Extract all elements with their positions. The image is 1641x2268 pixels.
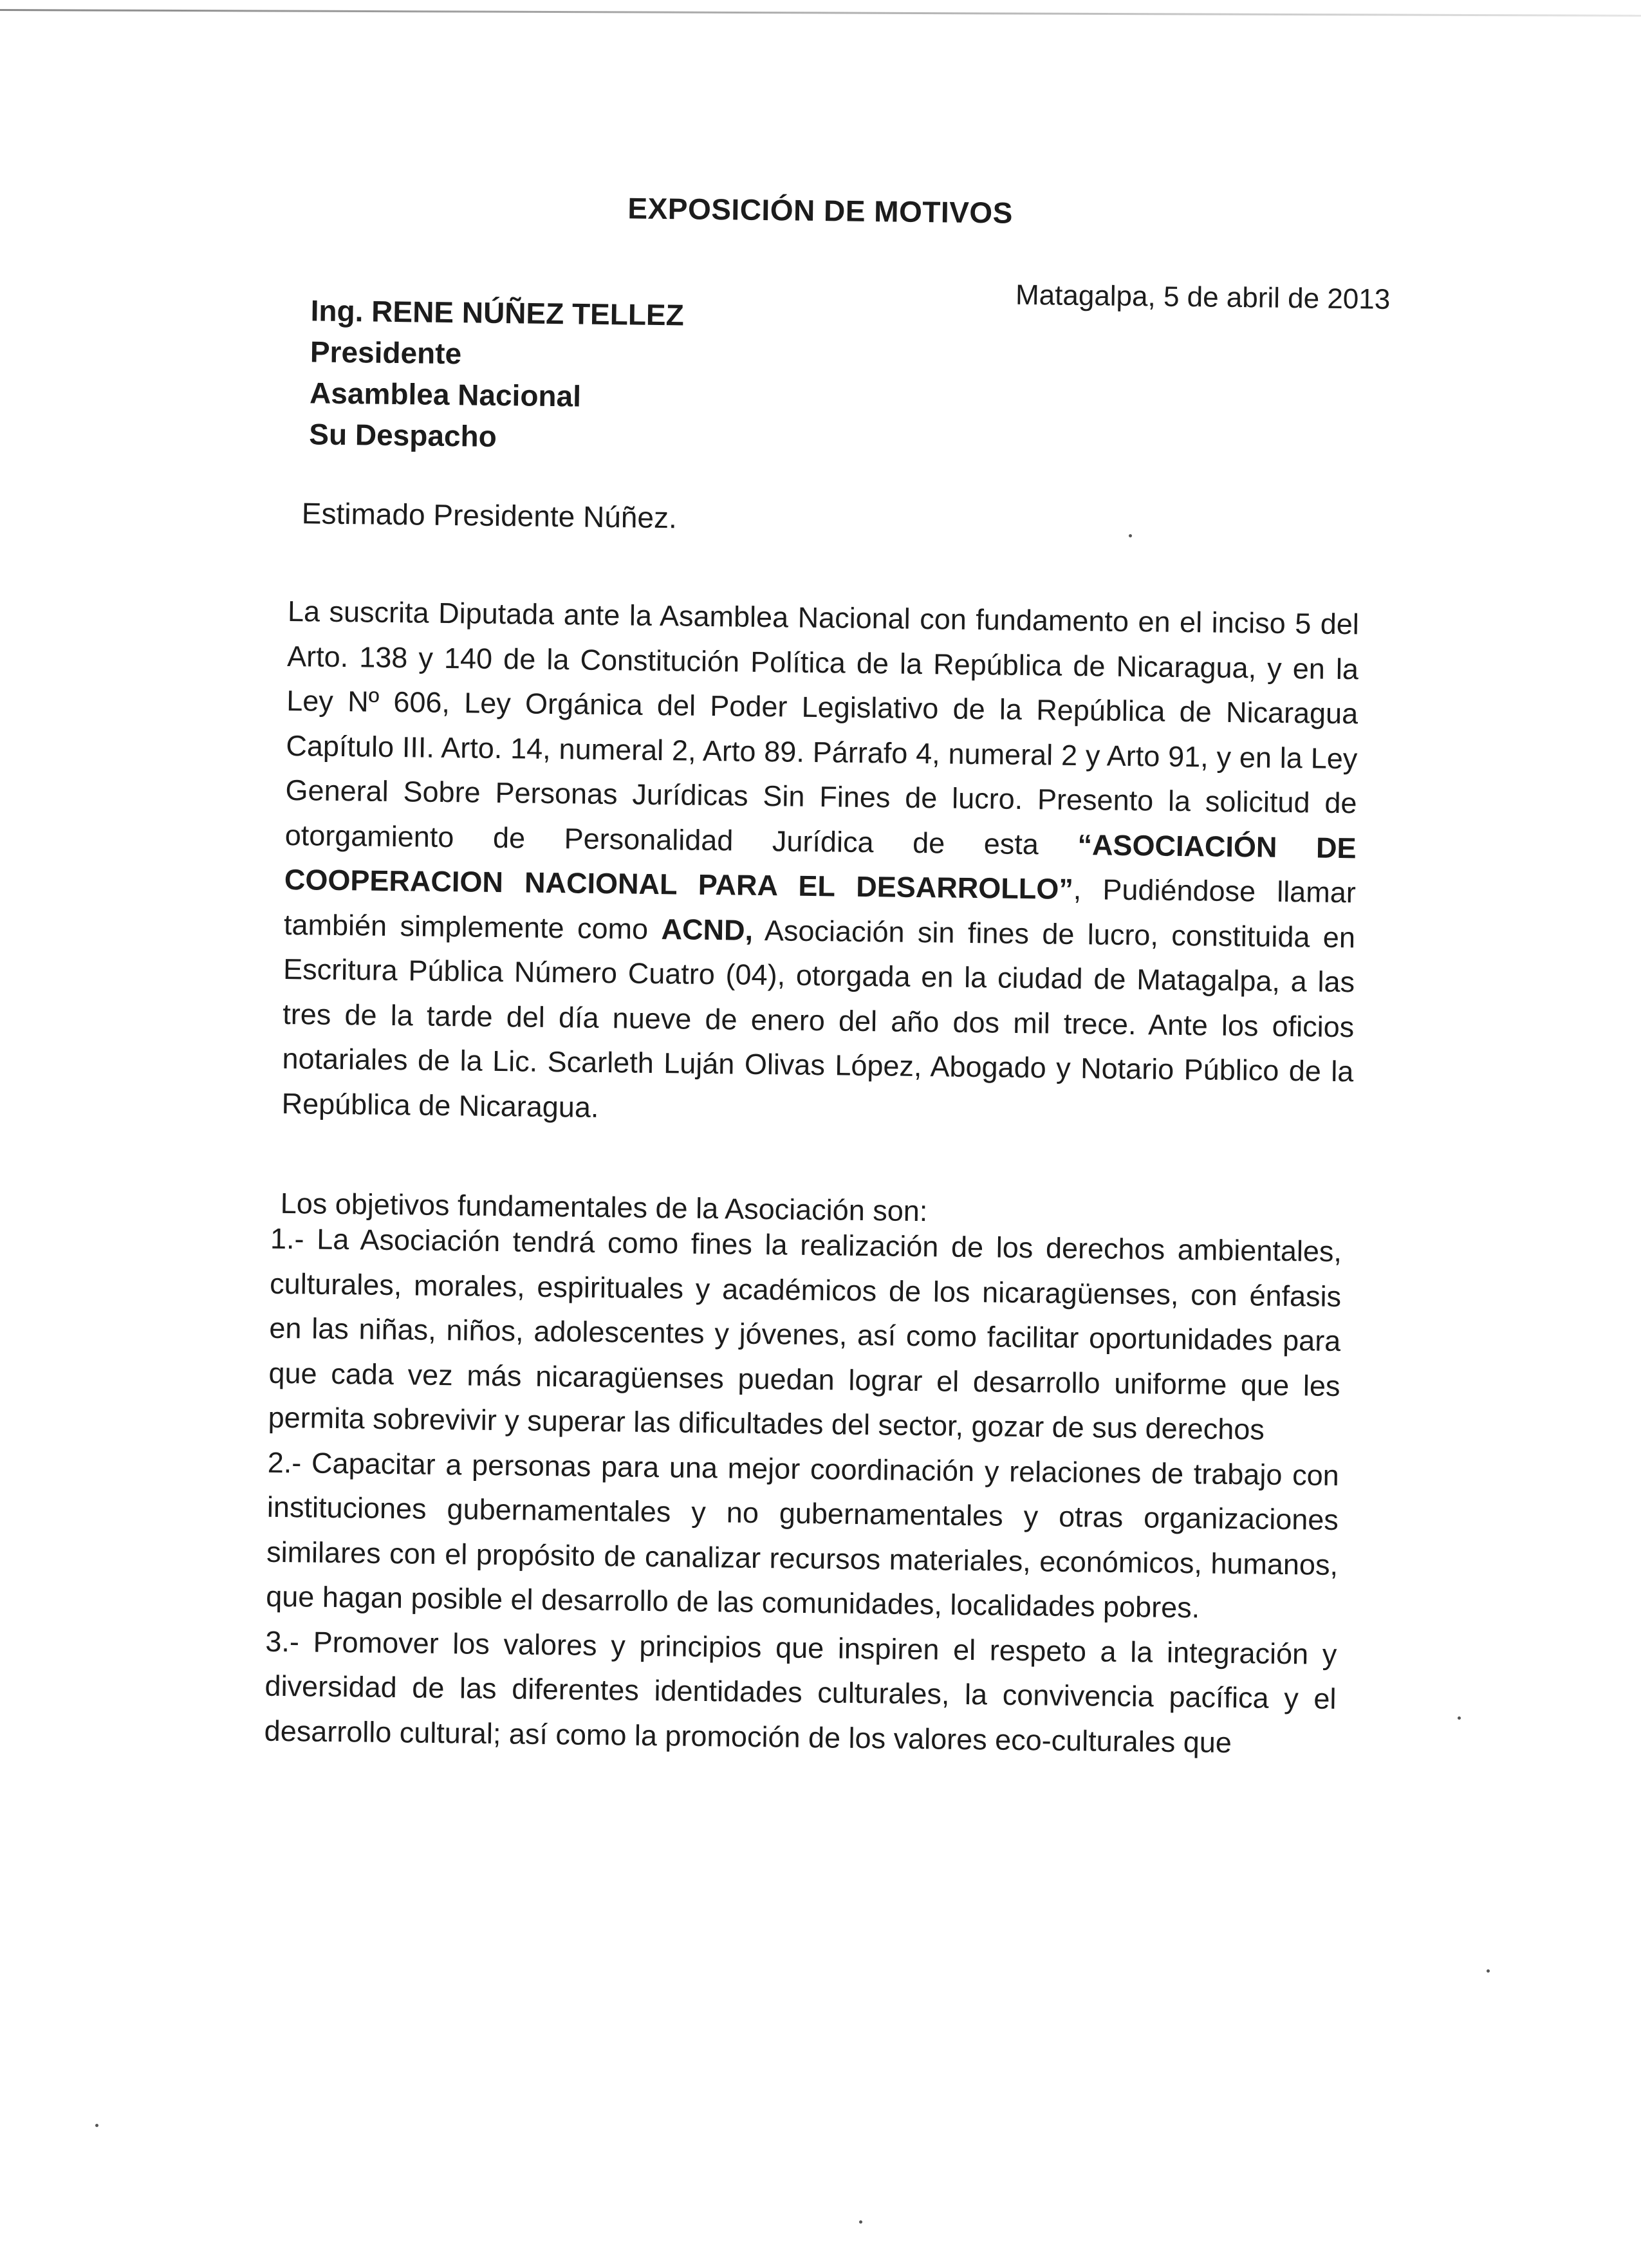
- addressee-name: Ing. RENE NÚÑEZ TELLEZ: [310, 293, 685, 332]
- addressee-institution: Asamblea Nacional: [309, 376, 582, 413]
- salutation: Estimado Presidente Núñez.: [301, 496, 678, 535]
- document-title: EXPOSICIÓN DE MOTIVOS: [627, 191, 1014, 230]
- addressee-office: Su Despacho: [309, 417, 497, 453]
- scan-speck: [1487, 1969, 1490, 1973]
- paragraph-text: La suscrita Diputada ante la Asamblea Nacional con fundamento en el inciso 5 del Arto. 138 y 140 de la Constitución Política de la República de Nicaragua, y en la Ley Nº 606, Ley Orgánica del Poder Legislativo de la República de Nicaragua Capítulo III. Arto. 14, numeral 2, Arto 89. Párrafo 4, numeral 2 y Arto 91, y en la Ley General Sobre Personas Jurídicas Sin Fines de lucro. Presento la solicitud de otorgamiento de Personalidad Jurídica de esta: [284, 594, 1360, 861]
- scan-speck: [859, 2220, 862, 2224]
- objectives-intro: Los objetivos fundamentales de la Asociación son:: [280, 1186, 928, 1228]
- body-paragraph: [281, 589, 1359, 1139]
- objective-item: 1.- La Asociación tendrá como fines la realización de los derechos ambientales, culturales, morales, espirituales y académicos de los nicaragüenses, con énfasis en las niñas, niños, adolescentes y jóvenes, así como facilitar oportunidades para que cada vez más nicaragüenses puedan lograr el desarrollo uniforme que les permita sobrevivir y superar las dificultades del sector, gozar de sus derechos: [268, 1222, 1342, 1446]
- scan-speck: [1458, 1716, 1461, 1720]
- addressee-block: [309, 290, 684, 459]
- objective-item: 2.- Capacitar a personas para una mejor coordinación y relaciones de trabajo con instituciones gubernamentales y no gubernamentales y otras organizaciones similares con el propósito de canalizar recursos materiales, económicos, humanos, que hagan posible el desarrollo de las comunidades, localidades pobres.: [265, 1445, 1340, 1624]
- association-acronym: ACND,: [661, 912, 754, 947]
- paragraph-text: Asociación sin fines de lucro, constituida en Escritura Pública Número Cuatro (04), otorgada en la ciudad de Matagalpa, a las tres de la tarde del día nueve de enero del año dos mil trece. Ante los oficios notariales de la Lic. Scarleth Luján Olivas López, Abogado y Notario Público de la República de Nicaragua.: [281, 913, 1356, 1124]
- addressee-position: Presidente: [310, 335, 462, 371]
- scan-speck: [95, 2124, 98, 2127]
- paragraph-text: , Pudiéndose llamar también simplemente como: [283, 872, 1357, 945]
- association-name: “ASOCIACIÓN DE COOPERACION NACIONAL PARA EL DESARROLLO”: [284, 828, 1357, 906]
- objective-item: 3.- Promover los valores y principios que inspiren el respeto a la integración y diversidad de las diferentes identidades culturales, la convivencia pacífica y el desarrollo cultural; así como la promoción de los valores eco-culturales que: [264, 1624, 1337, 1759]
- document-date: Matagalpa, 5 de abril de 2013: [1015, 279, 1391, 315]
- objectives-list: [264, 1216, 1342, 1766]
- scan-speck: [1129, 534, 1132, 537]
